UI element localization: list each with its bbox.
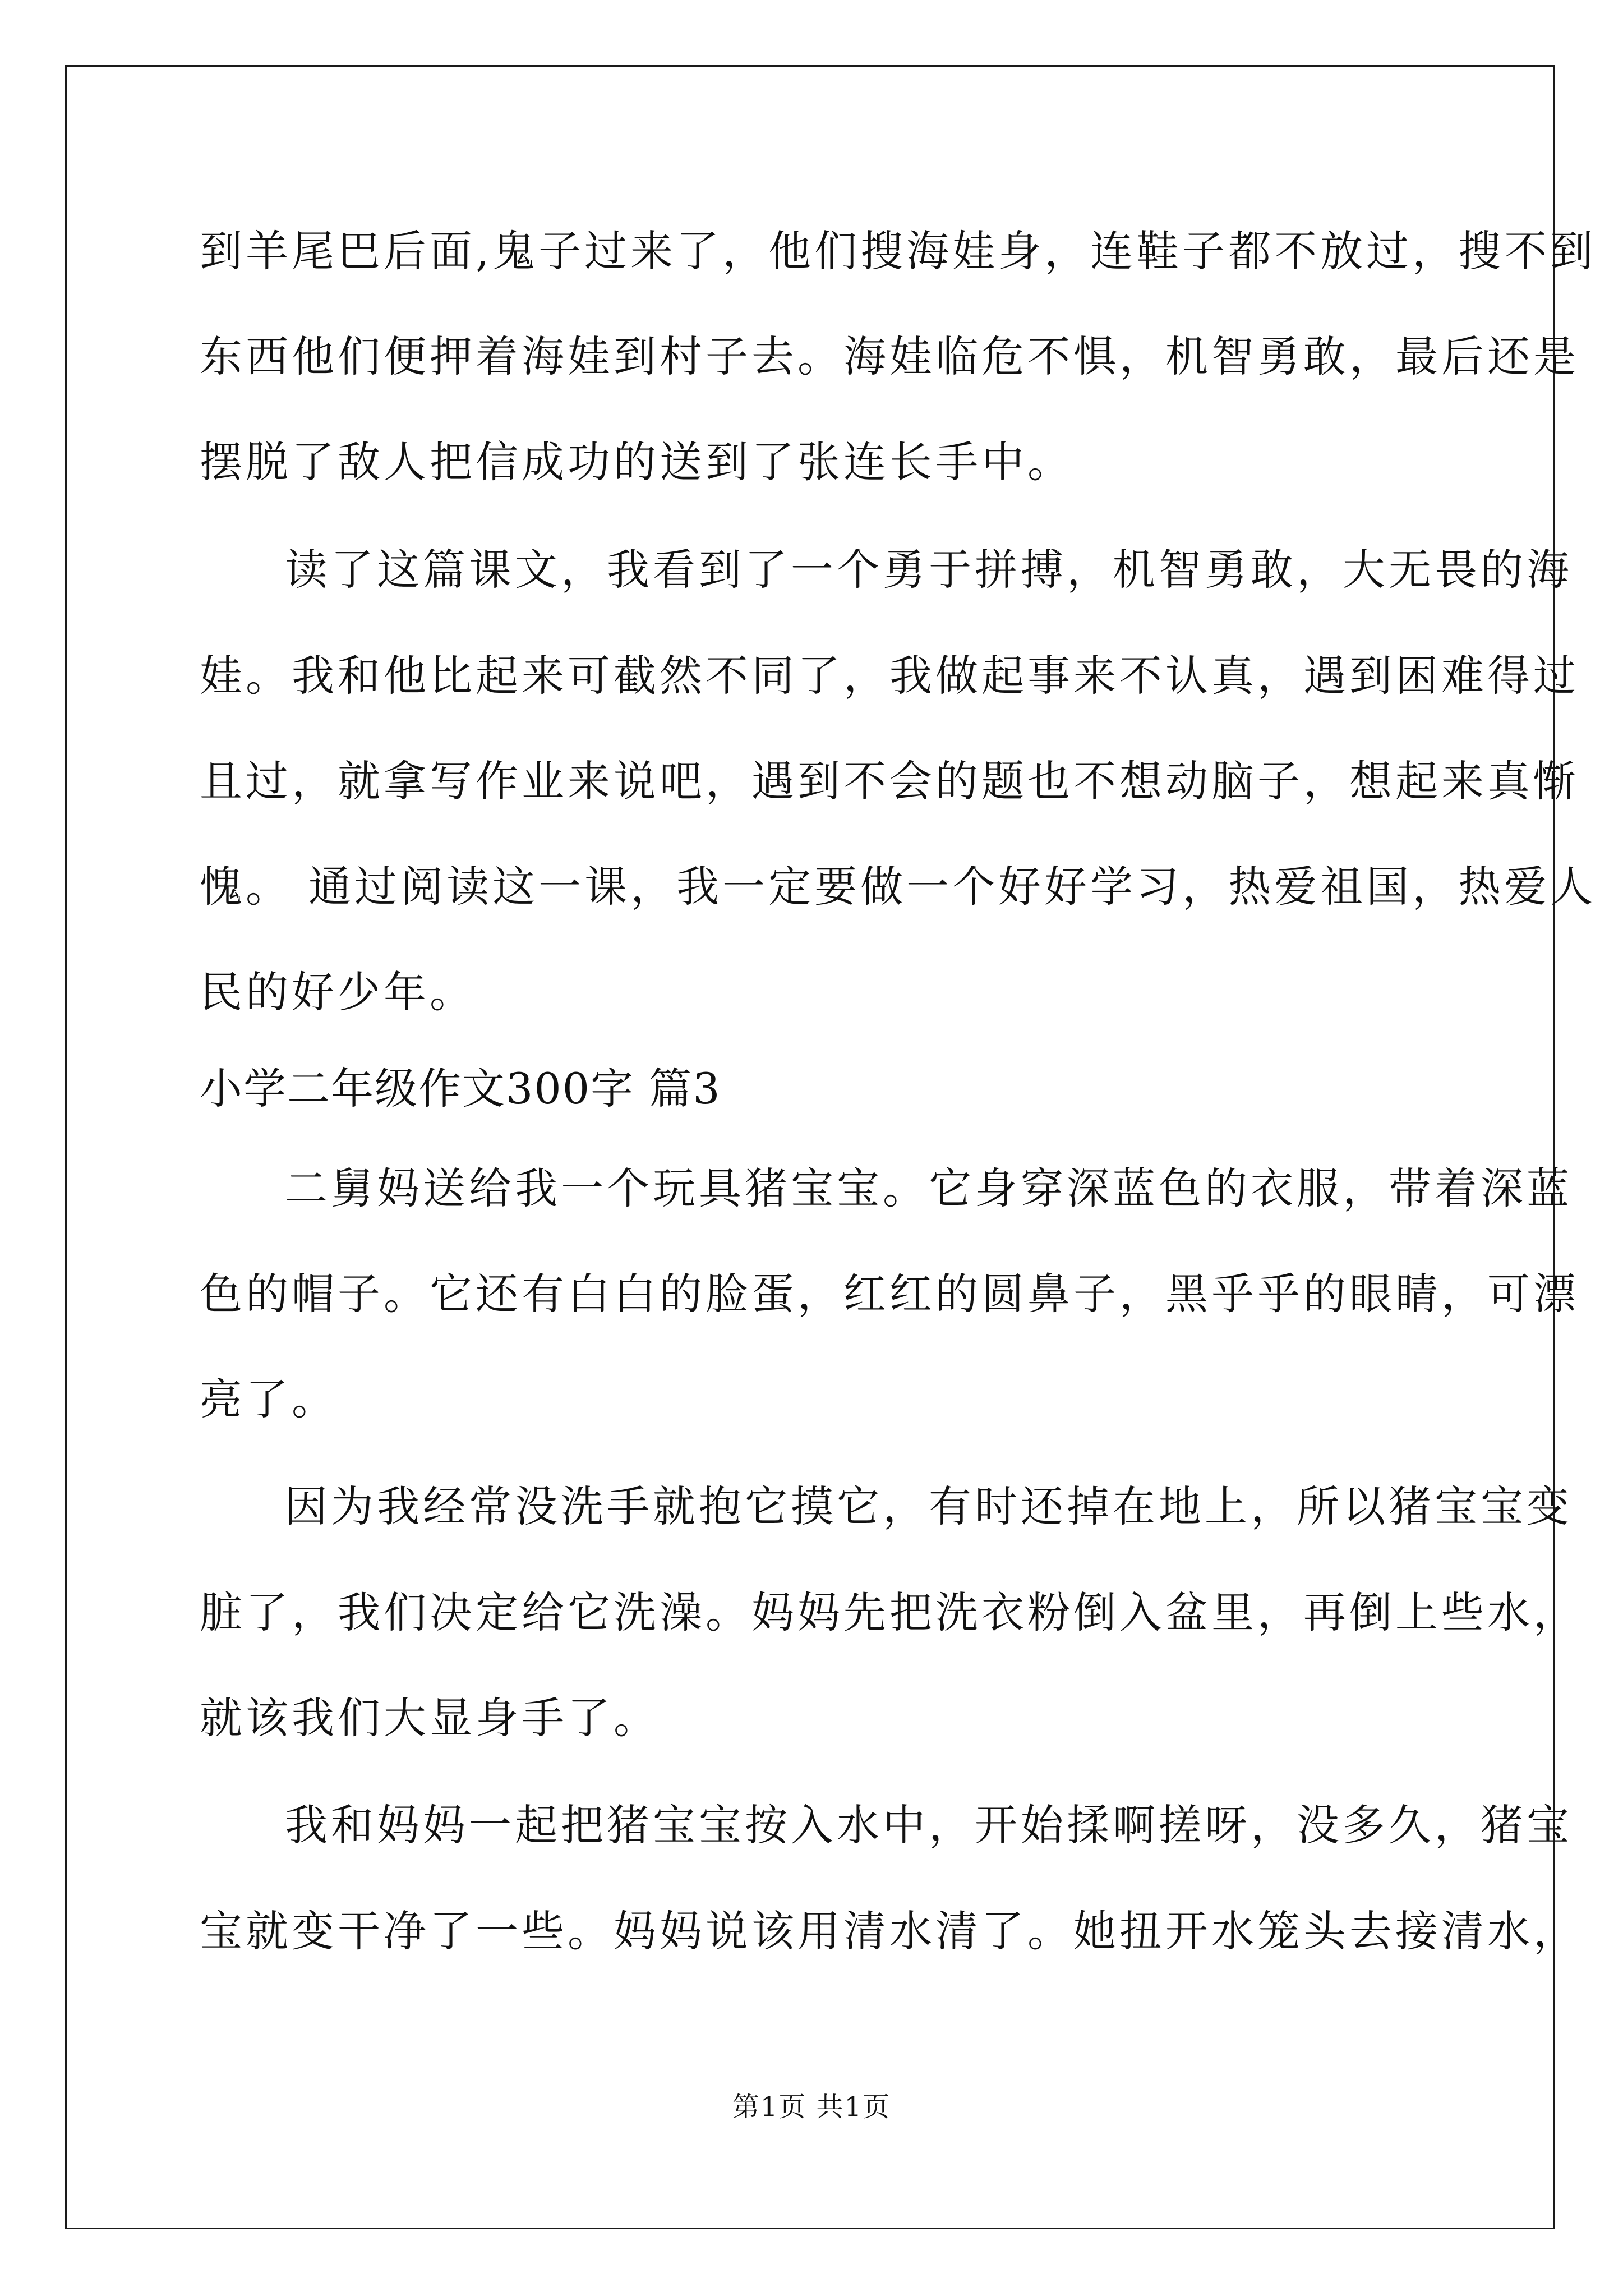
section-heading: 小学二年级作文300字 篇3 xyxy=(200,1064,721,1114)
paragraph-line: 到羊尾巴后面,鬼子过来了，他们搜海娃身，连鞋子都不放过，搜不到 xyxy=(200,226,1597,276)
paragraph-line: 色的帽子。它还有白白的脸蛋，红红的圆鼻子，黑乎乎的眼睛，可漂 xyxy=(200,1269,1579,1319)
paragraph-line: 宝就变干净了一些。妈妈说该用清水清了。她扭开水笼头去接清水， xyxy=(200,1906,1579,1956)
paragraph-line: 就该我们大显身手了。 xyxy=(200,1693,660,1743)
paragraph-line: 东西他们便押着海娃到村子去。海娃临危不惧，机智勇敢，最后还是 xyxy=(200,332,1579,381)
paragraph-line: 脏了，我们决定给它洗澡。妈妈先把洗衣粉倒入盆里，再倒上些水， xyxy=(200,1588,1579,1637)
paragraph-line: 读了这篇课文，我看到了一个勇于拼搏，机智勇敢，大无畏的海 xyxy=(285,545,1573,595)
paragraph-line: 因为我经常没洗手就抱它摸它，有时还掉在地上，所以猪宝宝变 xyxy=(285,1481,1573,1531)
paragraph-line: 且过，就拿写作业来说吧，遇到不会的题也不想动脑子，想起来真惭 xyxy=(200,756,1579,806)
paragraph-line: 民的好少年。 xyxy=(200,967,476,1017)
page-footer: 第1页 共1页 xyxy=(732,2091,891,2123)
paragraph-line: 愧。 通过阅读这一课，我一定要做一个好好学习，热爱祖国，热爱人 xyxy=(200,862,1597,912)
paragraph-line: 娃。我和他比起来可截然不同了，我做起事来不认真，遇到困难得过 xyxy=(200,651,1579,701)
paragraph-line: 摆脱了敌人把信成功的送到了张连长手中。 xyxy=(200,437,1073,487)
paragraph-line: 亮了。 xyxy=(200,1374,338,1424)
paragraph-line: 二舅妈送给我一个玩具猪宝宝。它身穿深蓝色的衣服，带着深蓝 xyxy=(285,1163,1573,1213)
paragraph-line: 我和妈妈一起把猪宝宝按入水中，开始揉啊搓呀，没多久，猪宝 xyxy=(285,1800,1573,1850)
